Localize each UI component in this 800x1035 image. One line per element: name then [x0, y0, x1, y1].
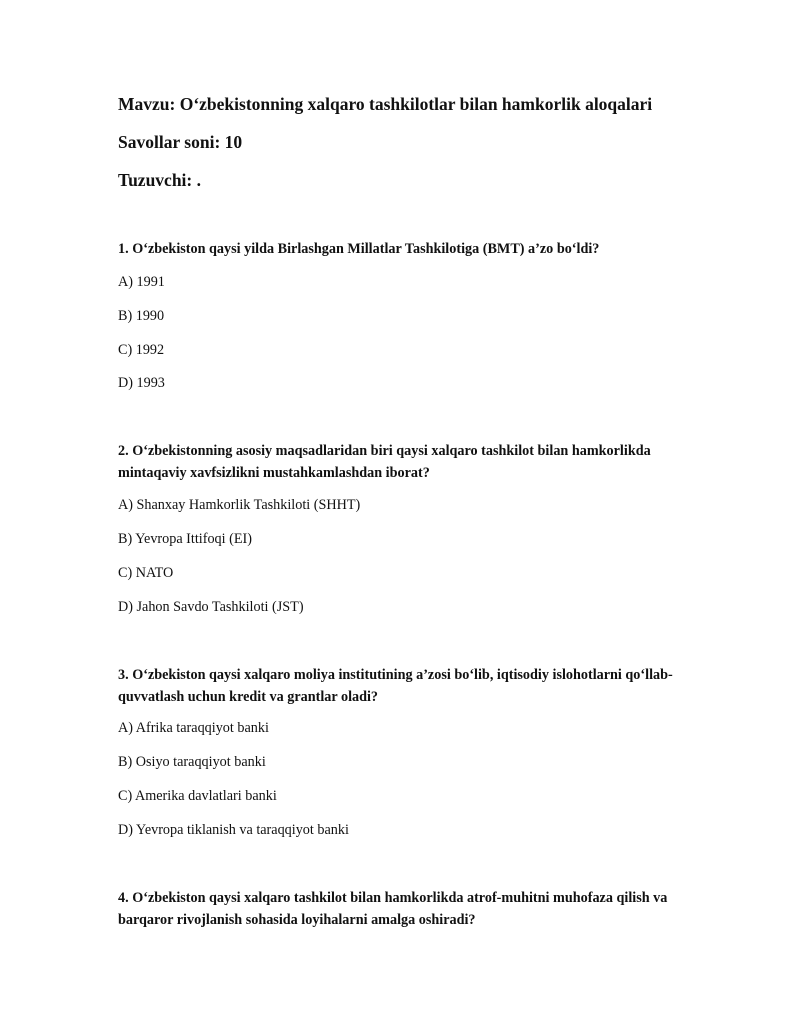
- question-2-option-c: C) NATO: [118, 565, 174, 581]
- question-4-text: 4. O‘zbekiston qaysi xalqaro tashkilot bilan hamkorlikda atrof-muhitni muhofaza qilish va barqaror rivojlanish sohasida loyihalarni amalga oshiradi?: [118, 890, 668, 928]
- question-2-text: 2. O‘zbekistonning asosiy maqsadlaridan biri qaysi xalqaro tashkilot bilan hamkorlikda mintaqaviy xavfsizlikni mustahkamlashdan iborat?: [118, 443, 651, 481]
- question-3-option-b: B) Osiyo taraqqiyot banki: [118, 754, 266, 770]
- topic-heading: Mavzu: O‘zbekistonning xalqaro tashkilotlar bilan hamkorlik aloqalari: [118, 94, 653, 114]
- question-3-option-d: D) Yevropa tiklanish va taraqqiyot banki: [118, 822, 349, 838]
- question-1-text: 1. O‘zbekiston qaysi yilda Birlashgan Millatlar Tashkilotiga (BMT) a’zo bo‘ldi?: [118, 241, 600, 257]
- question-1-option-d: D) 1993: [118, 375, 165, 391]
- question-3-option-c: C) Amerika davlatlari banki: [118, 788, 277, 804]
- question-2-option-d: D) Jahon Savdo Tashkiloti (JST): [118, 599, 304, 615]
- question-3-text: 3. O‘zbekiston qaysi xalqaro moliya institutining a’zosi bo‘lib, iqtisodiy islohotlarni qo‘llab-quvvatlash uchun kredit va grantlar oladi?: [118, 667, 673, 705]
- author-heading: Tuzuvchi: .: [118, 170, 201, 190]
- question-1-option-c: C) 1992: [118, 342, 165, 358]
- question-2-option-b: B) Yevropa Ittifoqi (EI): [118, 531, 252, 547]
- question-1-option-b: B) 1990: [118, 308, 165, 324]
- question-count-heading: Savollar soni: 10: [118, 132, 243, 152]
- question-3-option-a: A) Afrika taraqqiyot banki: [118, 720, 269, 736]
- question-1-option-a: A) 1991: [118, 274, 165, 290]
- question-2-option-a: A) Shanxay Hamkorlik Tashkiloti (SHHT): [118, 497, 361, 513]
